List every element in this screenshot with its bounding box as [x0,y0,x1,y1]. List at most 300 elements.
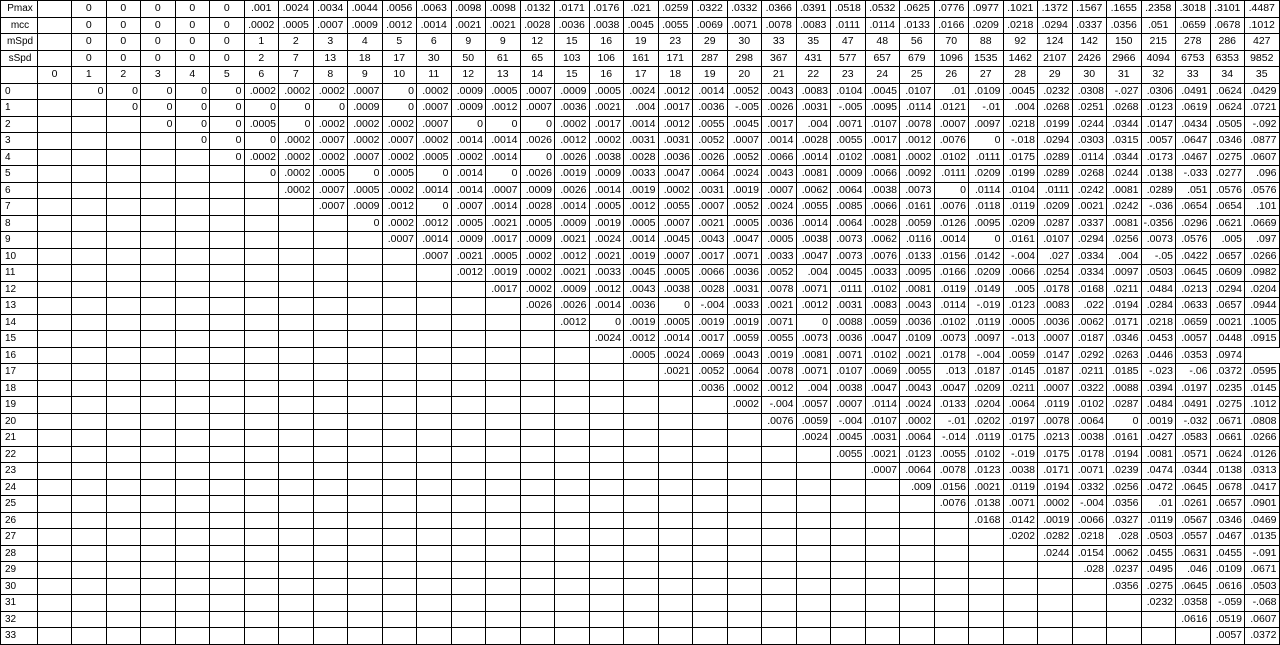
column-number-cell[interactable]: 6 [244,67,279,84]
data-cell[interactable] [210,611,245,628]
header-cell[interactable]: .0776 [934,1,969,18]
data-cell[interactable] [175,529,210,546]
data-cell[interactable]: .0661 [1210,430,1245,447]
data-cell[interactable] [382,298,417,315]
data-cell[interactable]: .0491 [1176,83,1211,100]
data-cell[interactable]: .0005 [486,248,521,265]
data-cell[interactable]: .0211 [1003,380,1038,397]
data-cell[interactable]: .0289 [1141,182,1176,199]
data-cell[interactable] [72,314,107,331]
data-cell[interactable] [175,545,210,562]
data-cell[interactable] [72,611,107,628]
data-cell[interactable]: .0417 [1245,479,1280,496]
data-cell[interactable] [451,347,486,364]
data-cell[interactable] [382,397,417,414]
data-cell[interactable] [624,512,659,529]
data-cell[interactable] [624,446,659,463]
data-cell[interactable]: .004 [624,100,659,117]
data-cell[interactable]: .0036 [693,380,728,397]
data-cell[interactable]: .0256 [1107,232,1142,249]
data-cell[interactable]: 0 [969,133,1004,150]
data-cell[interactable] [38,397,72,414]
column-number-cell[interactable]: 26 [934,67,969,84]
data-cell[interactable] [244,595,279,612]
data-cell[interactable]: .0455 [1141,545,1176,562]
data-cell[interactable]: .0012 [555,133,590,150]
row-label[interactable]: 25 [1,496,38,513]
data-cell[interactable]: .0043 [693,232,728,249]
data-cell[interactable] [693,611,728,628]
data-cell[interactable] [486,298,521,315]
data-cell[interactable]: .0616 [1210,578,1245,595]
data-cell[interactable]: .0251 [1072,100,1107,117]
header-cell[interactable]: 16 [589,34,624,51]
data-cell[interactable] [589,413,624,430]
data-cell[interactable] [658,611,693,628]
data-cell[interactable] [141,512,176,529]
data-cell[interactable]: .0007 [1038,331,1073,348]
data-cell[interactable] [451,413,486,430]
data-cell[interactable] [417,545,452,562]
data-cell[interactable] [244,397,279,414]
data-cell[interactable] [658,545,693,562]
data-cell[interactable]: .0036 [831,331,866,348]
data-cell[interactable]: .0877 [1245,133,1280,150]
data-cell[interactable] [72,545,107,562]
data-cell[interactable]: .0019 [555,166,590,183]
header-cell[interactable]: 0 [106,50,141,67]
data-cell[interactable]: .0002 [555,116,590,133]
row-label[interactable]: 30 [1,578,38,595]
data-cell[interactable]: .0495 [1141,562,1176,579]
data-cell[interactable]: .0142 [969,248,1004,265]
column-number-cell[interactable]: 18 [658,67,693,84]
data-cell[interactable] [72,265,107,282]
header-cell[interactable]: .0045 [624,17,659,34]
data-cell[interactable] [38,578,72,595]
data-cell[interactable]: .0503 [1141,265,1176,282]
header-cell[interactable]: 17 [382,50,417,67]
column-number-cell[interactable]: 34 [1210,67,1245,84]
data-cell[interactable] [38,331,72,348]
data-cell[interactable]: 0 [279,100,314,117]
data-cell[interactable]: .0209 [1003,215,1038,232]
data-cell[interactable]: .0982 [1245,265,1280,282]
data-cell[interactable] [1107,628,1142,645]
data-cell[interactable]: .0036 [900,314,935,331]
data-cell[interactable] [313,364,348,381]
column-number-cell[interactable]: 25 [900,67,935,84]
data-cell[interactable] [555,331,590,348]
data-cell[interactable]: .0073 [900,182,935,199]
data-cell[interactable]: .0014 [658,331,693,348]
data-cell[interactable]: .0012 [417,215,452,232]
data-cell[interactable]: -.004 [1003,248,1038,265]
data-cell[interactable] [210,413,245,430]
data-cell[interactable]: .0104 [1003,182,1038,199]
data-cell[interactable]: .0327 [1107,512,1142,529]
data-cell[interactable]: .0062 [1072,314,1107,331]
header-cell[interactable]: 2107 [1038,50,1073,67]
data-cell[interactable] [555,562,590,579]
data-cell[interactable] [141,578,176,595]
header-cell[interactable]: .0133 [900,17,935,34]
data-cell[interactable]: .0005 [348,182,383,199]
data-cell[interactable]: .0121 [934,100,969,117]
data-cell[interactable]: .0019 [624,314,659,331]
data-cell[interactable]: .0422 [1176,248,1211,265]
data-cell[interactable] [762,611,797,628]
data-cell[interactable]: .0007 [831,397,866,414]
header-cell[interactable]: 61 [486,50,521,67]
data-cell[interactable]: .0275 [1210,149,1245,166]
data-cell[interactable]: .01 [1141,496,1176,513]
header-cell[interactable]: 1 [244,34,279,51]
data-cell[interactable]: .0002 [900,413,935,430]
data-cell[interactable] [106,281,141,298]
data-cell[interactable] [106,611,141,628]
data-cell[interactable]: .0083 [865,298,900,315]
data-cell[interactable] [175,166,210,183]
data-cell[interactable]: .0024 [589,232,624,249]
data-cell[interactable]: .0178 [1038,281,1073,298]
data-cell[interactable] [658,595,693,612]
data-cell[interactable]: 0 [210,83,245,100]
data-cell[interactable]: .0055 [693,116,728,133]
data-cell[interactable]: .004 [796,380,831,397]
data-cell[interactable]: -.005 [727,100,762,117]
data-cell[interactable]: .0168 [1072,281,1107,298]
data-cell[interactable]: .0194 [1107,298,1142,315]
data-cell[interactable] [727,578,762,595]
data-cell[interactable] [520,496,555,513]
data-cell[interactable]: .097 [1245,232,1280,249]
data-cell[interactable] [38,133,72,150]
data-cell[interactable]: .0045 [727,116,762,133]
header-cell[interactable]: 103 [555,50,590,67]
header-cell[interactable]: .0056 [382,1,417,18]
data-cell[interactable]: .0017 [589,116,624,133]
data-cell[interactable]: .0078 [900,116,935,133]
data-cell[interactable]: 0 [417,166,452,183]
data-cell[interactable]: .0007 [727,133,762,150]
data-cell[interactable]: .0237 [1107,562,1142,579]
header-cell[interactable]: .0036 [555,17,590,34]
header-cell[interactable]: 657 [865,50,900,67]
data-cell[interactable]: .0211 [1072,364,1107,381]
data-cell[interactable] [1107,611,1142,628]
data-cell[interactable] [72,347,107,364]
data-cell[interactable] [693,595,728,612]
data-cell[interactable]: .0019 [727,182,762,199]
data-cell[interactable] [486,331,521,348]
data-cell[interactable] [624,595,659,612]
data-cell[interactable] [279,265,314,282]
data-cell[interactable] [969,595,1004,612]
empty-cell[interactable] [38,17,72,34]
data-cell[interactable] [141,281,176,298]
data-cell[interactable] [486,413,521,430]
header-cell[interactable]: .1567 [1072,1,1107,18]
data-cell[interactable]: .0114 [969,182,1004,199]
data-cell[interactable]: .0119 [1038,397,1073,414]
data-cell[interactable] [244,479,279,496]
data-cell[interactable]: .0334 [1072,265,1107,282]
data-cell[interactable]: .0002 [382,215,417,232]
data-cell[interactable] [727,611,762,628]
data-cell[interactable] [279,496,314,513]
data-cell[interactable]: .0031 [865,430,900,447]
data-cell[interactable] [796,562,831,579]
data-cell[interactable]: .0503 [1141,529,1176,546]
corner-cell[interactable] [1,67,38,84]
row-label[interactable]: 9 [1,232,38,249]
data-cell[interactable] [658,496,693,513]
data-cell[interactable] [451,628,486,645]
data-cell[interactable]: .0007 [417,100,452,117]
data-cell[interactable] [486,578,521,595]
data-cell[interactable]: .0102 [1072,397,1107,414]
data-cell[interactable]: .0974 [1210,347,1245,364]
data-cell[interactable] [589,496,624,513]
data-cell[interactable]: .0583 [1176,430,1211,447]
data-cell[interactable]: .0064 [693,166,728,183]
data-cell[interactable]: .0263 [1107,347,1142,364]
data-cell[interactable] [106,232,141,249]
data-cell[interactable] [1003,562,1038,579]
data-cell[interactable]: .0356 [1107,578,1142,595]
data-cell[interactable]: .0024 [762,199,797,216]
data-cell[interactable] [693,463,728,480]
column-number-cell[interactable]: 3 [141,67,176,84]
data-cell[interactable]: .0007 [934,116,969,133]
data-cell[interactable] [348,397,383,414]
data-cell[interactable]: .0007 [520,100,555,117]
data-cell[interactable] [348,347,383,364]
data-cell[interactable] [244,215,279,232]
data-cell[interactable] [486,347,521,364]
data-cell[interactable] [244,611,279,628]
data-cell[interactable] [210,314,245,331]
data-cell[interactable] [624,529,659,546]
data-cell[interactable] [279,595,314,612]
data-cell[interactable]: .0261 [1176,496,1211,513]
data-cell[interactable] [382,347,417,364]
data-cell[interactable] [624,479,659,496]
header-cell[interactable]: 0 [72,34,107,51]
data-cell[interactable] [762,446,797,463]
data-cell[interactable]: .0007 [658,248,693,265]
data-cell[interactable]: -.091 [1245,545,1280,562]
data-cell[interactable] [555,496,590,513]
data-cell[interactable] [934,611,969,628]
data-cell[interactable] [38,611,72,628]
data-cell[interactable] [348,479,383,496]
data-cell[interactable] [141,562,176,579]
data-cell[interactable]: .0645 [1176,265,1211,282]
data-cell[interactable]: .0014 [624,116,659,133]
data-cell[interactable]: .0434 [1176,116,1211,133]
data-cell[interactable] [210,397,245,414]
data-cell[interactable] [210,347,245,364]
data-cell[interactable]: .0187 [1038,364,1073,381]
data-cell[interactable] [520,397,555,414]
data-cell[interactable]: .0002 [382,182,417,199]
data-cell[interactable] [279,281,314,298]
data-cell[interactable] [727,479,762,496]
data-cell[interactable]: .0052 [727,149,762,166]
data-cell[interactable] [417,595,452,612]
data-cell[interactable] [72,364,107,381]
data-cell[interactable] [624,397,659,414]
data-cell[interactable]: .0009 [589,166,624,183]
data-cell[interactable] [796,628,831,645]
row-label[interactable]: 24 [1,479,38,496]
data-cell[interactable] [210,512,245,529]
data-cell[interactable]: 0 [451,116,486,133]
data-cell[interactable]: .0631 [1176,545,1211,562]
data-cell[interactable]: .0154 [1072,545,1107,562]
data-cell[interactable] [900,545,935,562]
data-cell[interactable] [417,380,452,397]
data-cell[interactable]: .0147 [1038,347,1073,364]
data-cell[interactable] [555,529,590,546]
data-cell[interactable]: .0024 [900,397,935,414]
data-cell[interactable]: .0178 [934,347,969,364]
header-cell[interactable]: 577 [831,50,866,67]
data-cell[interactable] [279,545,314,562]
data-cell[interactable] [624,628,659,645]
data-cell[interactable] [451,512,486,529]
header-cell[interactable]: 286 [1210,34,1245,51]
data-cell[interactable] [1038,578,1073,595]
header-cell[interactable]: .0532 [865,1,900,18]
data-cell[interactable]: .0119 [934,281,969,298]
header-cell[interactable]: 7 [279,50,314,67]
data-cell[interactable] [141,265,176,282]
data-cell[interactable]: 0 [520,149,555,166]
header-cell[interactable]: 0 [141,34,176,51]
data-cell[interactable] [210,248,245,265]
header-cell[interactable]: 427 [1245,34,1280,51]
data-cell[interactable] [279,364,314,381]
header-cell[interactable]: 298 [727,50,762,67]
data-cell[interactable] [175,562,210,579]
data-cell[interactable] [520,331,555,348]
row-label[interactable]: 12 [1,281,38,298]
data-cell[interactable] [727,628,762,645]
data-cell[interactable]: .0289 [1038,166,1073,183]
data-cell[interactable]: .0014 [796,215,831,232]
data-cell[interactable] [38,446,72,463]
data-cell[interactable] [417,496,452,513]
data-cell[interactable] [72,100,107,117]
data-cell[interactable] [417,281,452,298]
data-cell[interactable]: -.023 [1141,364,1176,381]
data-cell[interactable] [210,182,245,199]
data-cell[interactable]: .0052 [727,199,762,216]
data-cell[interactable]: .0071 [762,314,797,331]
data-cell[interactable]: .0474 [1141,463,1176,480]
data-cell[interactable] [831,512,866,529]
data-cell[interactable]: .0002 [520,248,555,265]
data-cell[interactable]: .0671 [1245,562,1280,579]
data-cell[interactable]: .0002 [520,281,555,298]
data-cell[interactable] [72,413,107,430]
data-cell[interactable] [1176,628,1211,645]
data-cell[interactable]: .0014 [624,232,659,249]
data-cell[interactable] [279,479,314,496]
data-cell[interactable]: .0194 [1107,446,1142,463]
data-cell[interactable] [555,380,590,397]
data-cell[interactable] [348,232,383,249]
data-cell[interactable]: .0005 [520,215,555,232]
data-cell[interactable] [451,611,486,628]
data-cell[interactable] [38,512,72,529]
data-cell[interactable]: .0334 [1072,248,1107,265]
data-cell[interactable]: .0657 [1210,496,1245,513]
data-cell[interactable] [72,116,107,133]
data-cell[interactable] [210,199,245,216]
data-cell[interactable]: .0062 [796,182,831,199]
data-cell[interactable]: .0235 [1210,380,1245,397]
data-cell[interactable]: .0161 [1107,430,1142,447]
data-cell[interactable] [589,430,624,447]
data-cell[interactable]: 0 [244,133,279,150]
data-cell[interactable] [72,133,107,150]
data-cell[interactable] [1003,628,1038,645]
data-cell[interactable]: .0019 [624,182,659,199]
row-label[interactable]: 14 [1,314,38,331]
data-cell[interactable]: .0078 [1038,413,1073,430]
data-cell[interactable] [520,463,555,480]
data-cell[interactable]: .0017 [693,331,728,348]
data-cell[interactable]: .0576 [1245,182,1280,199]
data-cell[interactable]: .0014 [451,166,486,183]
data-cell[interactable] [348,578,383,595]
data-cell[interactable] [417,578,452,595]
data-cell[interactable]: .0021 [1210,314,1245,331]
data-cell[interactable] [727,413,762,430]
data-cell[interactable]: .0168 [969,512,1004,529]
data-cell[interactable]: -.005 [831,100,866,117]
data-cell[interactable] [900,512,935,529]
header-cell[interactable]: .0166 [934,17,969,34]
data-cell[interactable]: .0102 [831,149,866,166]
header-cell[interactable]: .3018 [1176,1,1211,18]
data-cell[interactable] [520,380,555,397]
data-cell[interactable]: .0567 [1176,512,1211,529]
data-cell[interactable]: .0009 [555,281,590,298]
data-cell[interactable] [244,182,279,199]
data-cell[interactable] [1141,628,1176,645]
data-cell[interactable]: 0 [589,314,624,331]
data-cell[interactable] [796,545,831,562]
data-cell[interactable] [900,578,935,595]
data-cell[interactable]: .0012 [796,298,831,315]
column-number-cell[interactable]: 12 [451,67,486,84]
data-cell[interactable]: .0107 [831,364,866,381]
data-cell[interactable] [279,611,314,628]
data-cell[interactable]: .0059 [727,331,762,348]
header-cell[interactable]: .0055 [658,17,693,34]
data-cell[interactable]: .009 [900,479,935,496]
header-cell[interactable]: .0024 [279,1,314,18]
data-cell[interactable]: .0107 [865,116,900,133]
data-cell[interactable] [934,628,969,645]
data-cell[interactable] [210,166,245,183]
data-cell[interactable] [1038,562,1073,579]
